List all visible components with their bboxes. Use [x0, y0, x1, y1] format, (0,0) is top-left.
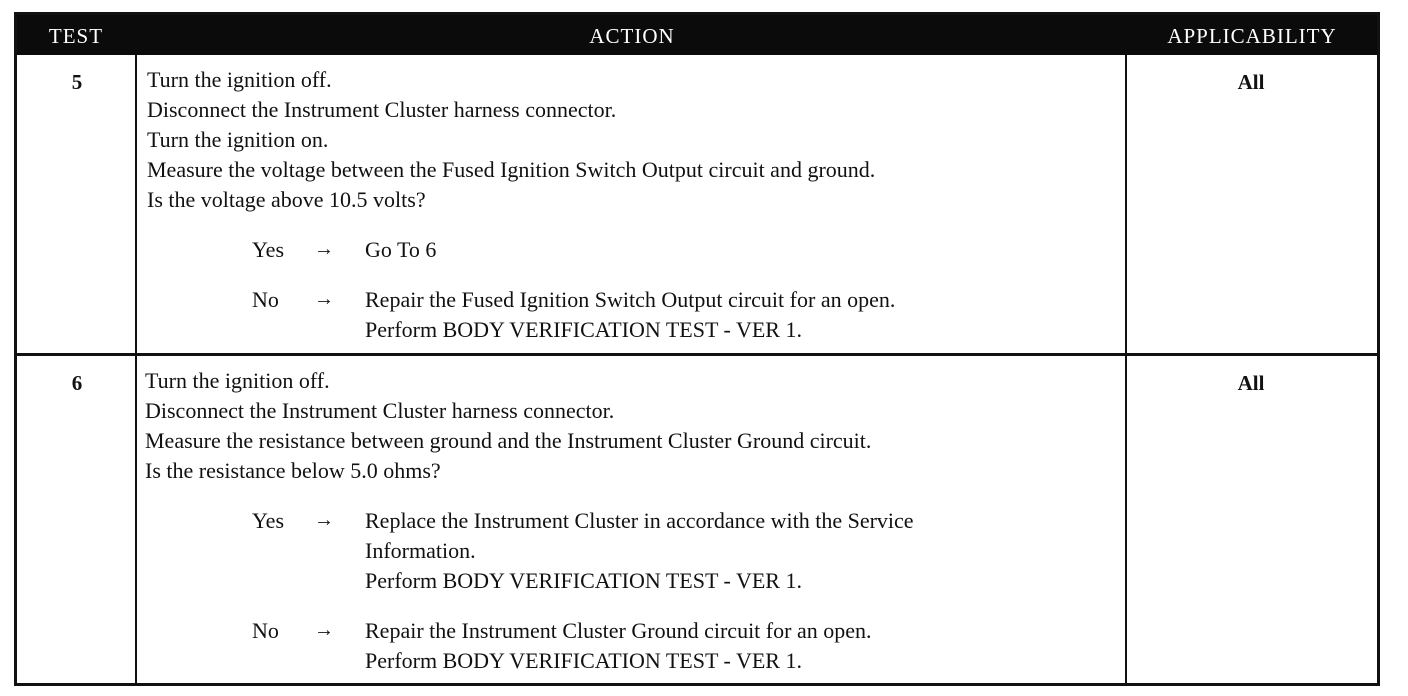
right-arrow-icon: → — [314, 288, 334, 310]
yes-result: Information. — [365, 538, 476, 563]
step-text: Turn the ignition on. — [147, 127, 329, 152]
column-divider — [135, 55, 137, 683]
step-text: Disconnect the Instrument Cluster harness connector. — [147, 97, 617, 122]
no-result: Perform BODY VERIFICATION TEST - VER 1. — [365, 648, 802, 673]
step-text: Disconnect the Instrument Cluster harness connector. — [145, 398, 615, 423]
test-number: 6 — [71, 371, 83, 395]
yes-label: Yes — [252, 237, 285, 262]
step-text: Turn the ignition off. — [147, 67, 332, 92]
no-result: Repair the Fused Ignition Switch Output circuit for an open. — [365, 287, 896, 312]
step-text: Measure the voltage between the Fused Ignition Switch Output circuit and ground. — [147, 157, 876, 182]
step-text: Turn the ignition off. — [145, 368, 330, 393]
yes-result: Go To 6 — [365, 237, 437, 262]
table-header — [17, 15, 1377, 55]
question-text: Is the resistance below 5.0 ohms? — [145, 458, 441, 483]
header-applicability: APPLICABILITY — [1167, 24, 1337, 48]
row-divider — [17, 353, 1377, 356]
no-result: Repair the Instrument Cluster Ground circuit for an open. — [365, 618, 872, 643]
no-label: No — [252, 618, 279, 643]
header-action: ACTION — [589, 24, 675, 48]
yes-label: Yes — [252, 508, 285, 533]
right-arrow-icon: → — [314, 238, 334, 260]
step-text: Measure the resistance between ground and the Instrument Cluster Ground circuit. — [145, 428, 872, 453]
test-number: 5 — [71, 70, 83, 94]
yes-result: Perform BODY VERIFICATION TEST - VER 1. — [365, 568, 802, 593]
applicability-value: All — [1237, 371, 1265, 395]
applicability-value: All — [1237, 70, 1265, 94]
yes-result: Replace the Instrument Cluster in accordance with the Service — [365, 508, 914, 533]
no-result: Perform BODY VERIFICATION TEST - VER 1. — [365, 317, 802, 342]
right-arrow-icon: → — [314, 509, 334, 531]
question-text: Is the voltage above 10.5 volts? — [147, 187, 426, 212]
column-divider — [1125, 55, 1127, 683]
right-arrow-icon: → — [314, 619, 334, 641]
no-label: No — [252, 287, 279, 312]
header-test: TEST — [48, 24, 104, 48]
diagnostic-table — [14, 12, 1380, 686]
